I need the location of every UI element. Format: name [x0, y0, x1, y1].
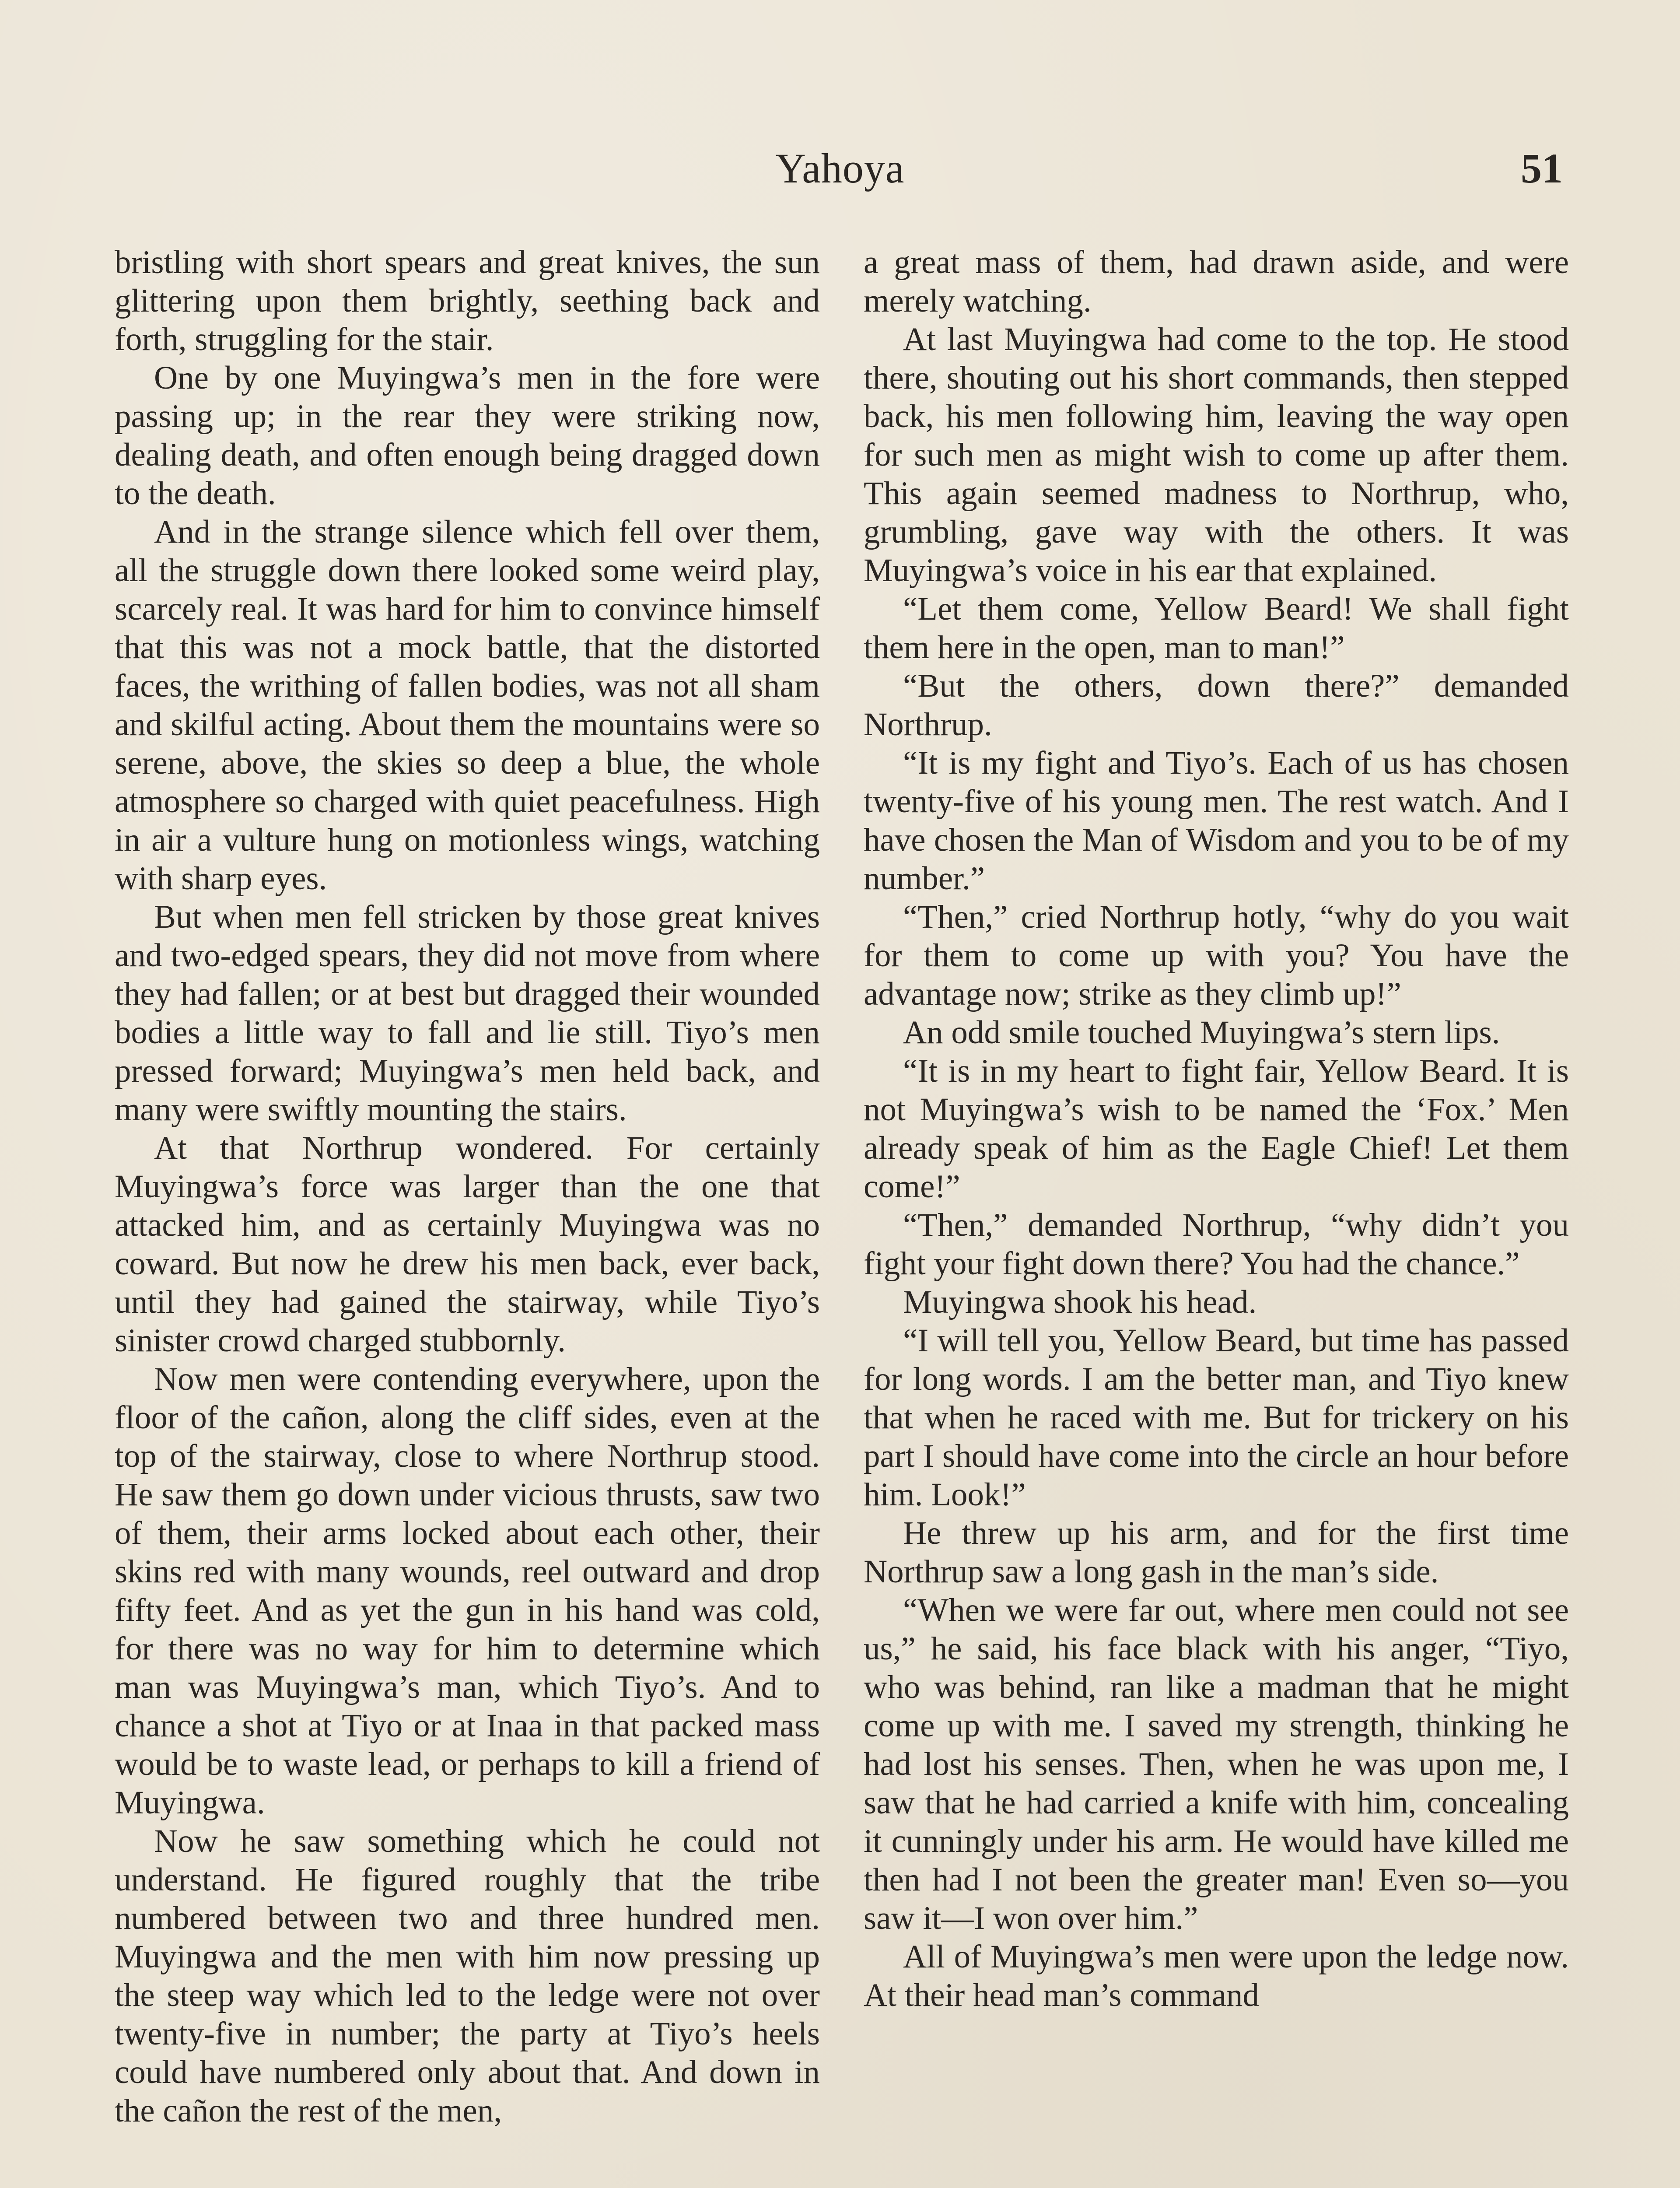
paragraph: Now he saw something which he could not understand. He figured roughly that the tribe numbered between two and three hundred men. Muyingwa and the men with him now pressing up the steep way which led to the ledge were not over twenty-five in number; the party at Tiyo’s heels could have numbered only about that. And down in the cañon the rest of the men,	[115, 1823, 820, 2129]
paragraph: He threw up his arm, and for the first time Northrup saw a long gash in the man’s side.	[864, 1515, 1569, 1590]
paragraph: An odd smile touched Muyingwa’s stern lips.	[903, 1014, 1500, 1051]
left-column	[115, 243, 820, 2130]
paragraph: One by one Muyingwa’s men in the fore were passing up; in the rear they were striking now, dealing death, and often enough being dragged down to the death.	[115, 360, 820, 512]
page-number: 51	[1521, 145, 1563, 192]
paragraph: a great mass of them, had drawn aside, and were merely watching.	[864, 244, 1569, 319]
paragraph: “Then,” cried Northrup hotly, “why do you wait for them to come up with you? You have the advantage now; strike as they climb up!”	[864, 899, 1569, 1012]
paragraph: And in the strange silence which fell over them, all the struggle down there looked some weird play, scarcely real. It was hard for him to convince himself that this was not a mock battle, that the distorted faces, the writhing of fallen bodies, was not all sham and skilful acting. About them the mountains were so serene, above, the skies so deep a blue, the whole atmosphere so charged with quiet peacefulness. High in air a vulture hung on motionless wings, watching with sharp eyes.	[115, 514, 820, 897]
paragraph: At that Northrup wondered. For certainly Muyingwa’s force was larger than the one that attacked him, and as certainly Muyingwa was no coward. But now he drew his men back, ever back, until they had gained the stairway, while Tiyo’s sinister crowd charged stubbornly.	[115, 1130, 820, 1359]
paragraph: Muyingwa shook his head.	[903, 1284, 1257, 1320]
paragraph: “I will tell you, Yellow Beard, but time has passed for long words. I am the better man, and Tiyo knew that when he raced with me. But for trickery on his part I should have come into the circle an hour before him. Look!”	[864, 1322, 1569, 1513]
paragraph: “Let them come, Yellow Beard! We shall fight them here in the open, man to man!”	[864, 591, 1569, 666]
paragraph: “It is in my heart to fight fair, Yellow Beard. It is not Muyingwa’s wish to be named the ‘Fox.’ Men already speak of him as the Eagle Chief! Let them come!”	[864, 1053, 1569, 1205]
paragraph: bristling with short spears and great knives, the sun glittering upon them brightly, seething back and forth, struggling for the stair.	[115, 244, 820, 358]
paragraph: All of Muyingwa’s men were upon the ledge now. At their head man’s command	[864, 1939, 1569, 2013]
paragraph: “It is my fight and Tiyo’s. Each of us has chosen twenty-five of his young men. The rest watch. And I have chosen the Man of Wisdom and you to be of my number.”	[864, 745, 1569, 897]
paragraph: But when men fell stricken by those great knives and two-edged spears, they did not move from where they had fallen; or at best but dragged their wounded bodies a little way to fall and lie still. Tiyo’s men pressed forward; Muyingwa’s men held back, and many were swiftly mounting the stairs.	[115, 899, 820, 1128]
paragraph: “When we were far out, where men could not see us,” he said, his face black with his anger, “Tiyo, who was behind, ran like a madman that he might come up with me. I saved my strength, thinking he had lost his senses. Then, when he was upon me, I saw that he had carried a knife with him, concealing it cunningly under his arm. He would have killed me then had I not been the greater man! Even so—you saw it—I won over him.”	[864, 1592, 1569, 1936]
paragraph: At last Muyingwa had come to the top. He stood there, shouting out his short commands, then stepped back, his men following him, leaving the way open for such men as might wish to come up after them. This again seemed madness to Northrup, who, grumbling, gave way with the others. It was Muyingwa’s voice in his ear that explained.	[864, 321, 1569, 589]
paragraph: “But the others, down there?” demanded Northrup.	[864, 668, 1569, 743]
running-head	[0, 140, 1680, 197]
right-column	[864, 243, 1569, 2015]
paragraph: Now men were contending everywhere, upon the floor of the cañon, along the cliff sides, even at the top of the stairway, close to where Northrup stood. He saw them go down under vicious thrusts, saw two of them, their arms locked about each other, their skins red with many wounds, reel outward and drop fifty feet. And as yet the gun in his hand was cold, for there was no way for him to determine which man was Muyingwa’s man, which Tiyo’s. And to chance a shot at Tiyo or at Inaa in that packed mass would be to waste lead, or perhaps to kill a friend of Muyingwa.	[115, 1361, 820, 1821]
running-title: Yahoya	[775, 145, 905, 192]
paragraph: “Then,” demanded Northrup, “why didn’t you fight your fight down there? You had the chance.”	[864, 1207, 1569, 1282]
